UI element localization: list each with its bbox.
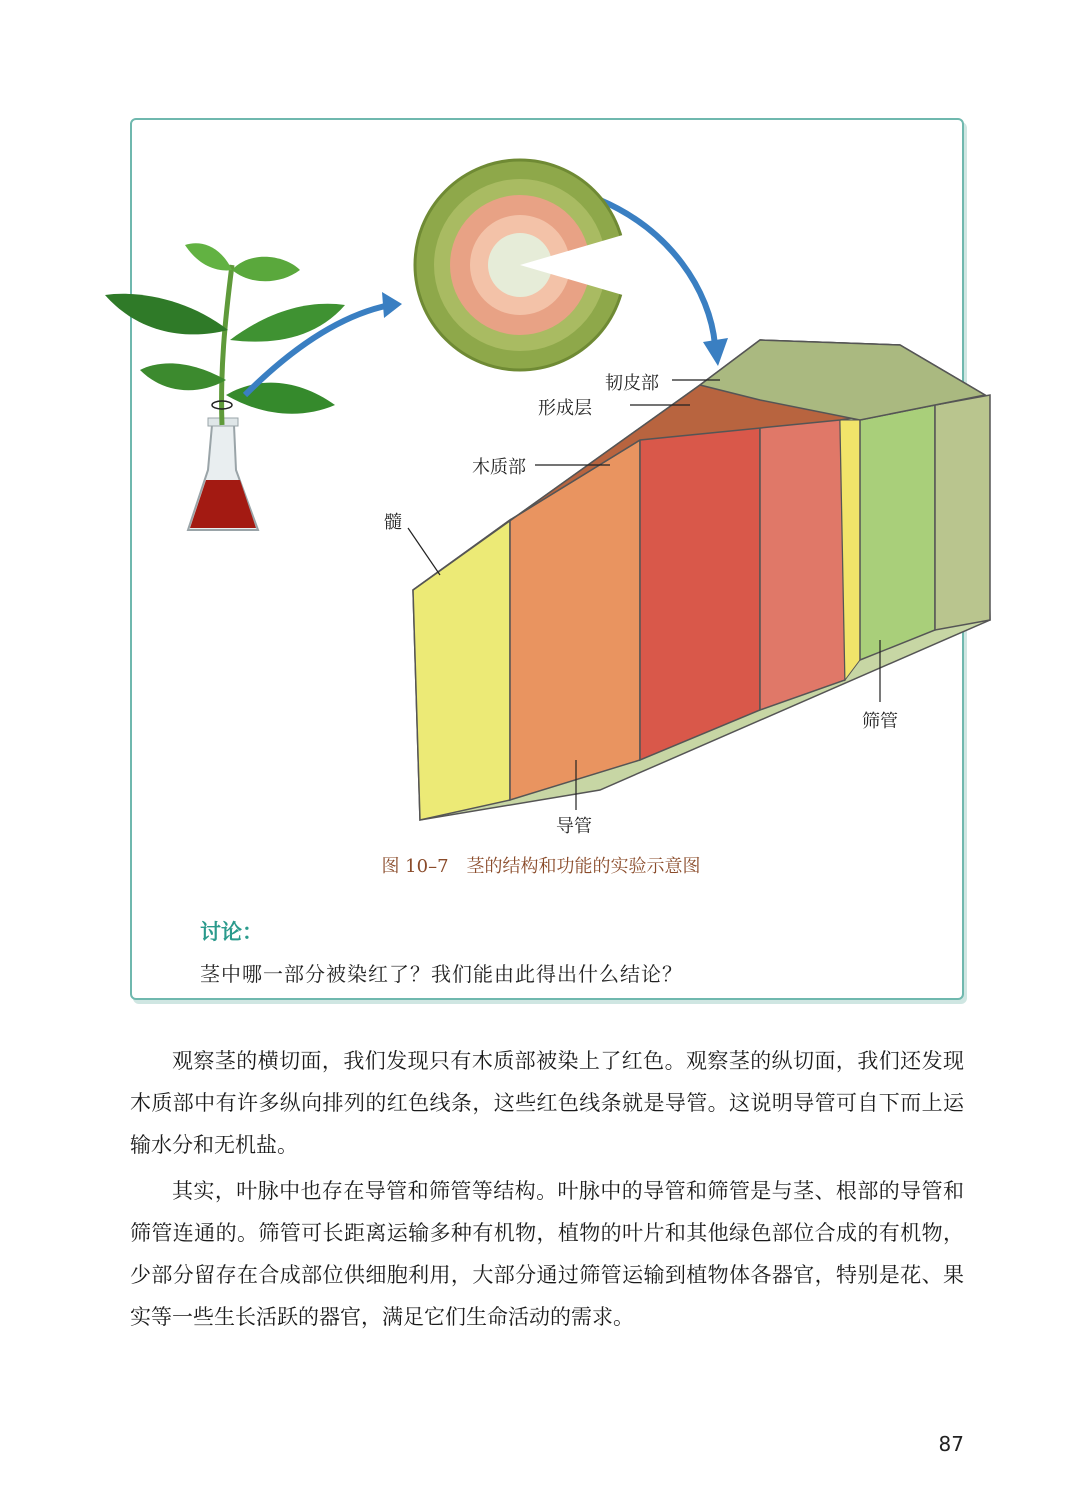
discussion-question: 茎中哪一部分被染红了？我们能由此得出什么结论？ <box>200 962 683 986</box>
label-pith: 髓 <box>384 512 402 533</box>
page-number: 87 <box>938 1432 964 1456</box>
label-vessel: 导管 <box>556 816 592 837</box>
body-text <box>130 1040 964 1342</box>
figure-caption: 图 10–7 茎的结构和功能的实验示意图 <box>381 856 701 877</box>
paragraph-2: 其实，叶脉中也存在导管和筛管等结构。叶脉中的导管和筛管是与茎、根部的导管和筛管连通的。筛管可长距离运输多种有机物，植物的叶片和其他绿色部位合成的有机物，少部分留存在合成部位供细胞利用，大部分通过筛管运输到植物体各器官，特别是花、果实等一些生长活跃的器官，满足它们生命活动的需求。 <box>130 1179 964 1329</box>
discussion-title: 讨论： <box>200 920 263 944</box>
label-cambium: 形成层 <box>538 398 592 419</box>
longitudinal-section-icon <box>413 340 990 820</box>
label-phloem: 韧皮部 <box>605 373 659 394</box>
label-xylem: 木质部 <box>472 457 526 478</box>
paragraph-1: 观察茎的横切面，我们发现只有木质部被染上了红色。观察茎的纵切面，我们还发现木质部中有许多纵向排列的红色线条，这些红色线条就是导管。这说明导管可自下而上运输水分和无机盐。 <box>130 1049 964 1157</box>
flask-with-plant-icon <box>105 243 345 530</box>
label-sieve-tube: 筛管 <box>862 711 898 732</box>
cross-section-icon <box>415 160 640 370</box>
